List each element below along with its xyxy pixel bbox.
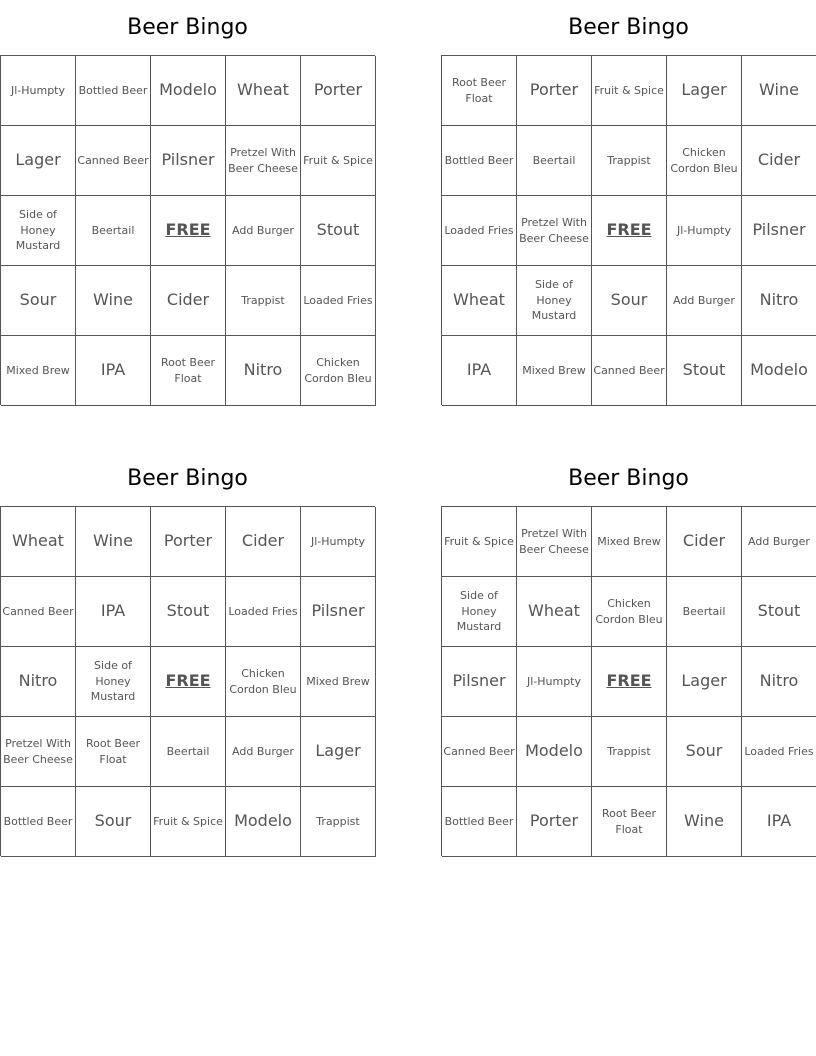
- bingo-grid: [0, 55, 375, 405]
- bingo-cell: Root Beer Float: [76, 717, 151, 787]
- bingo-cell: Fruit & Spice: [592, 56, 667, 126]
- free-space-cell: FREE: [151, 647, 226, 717]
- bingo-cell: Pretzel With Beer Cheese: [226, 126, 301, 196]
- bingo-cell: Fruit & Spice: [442, 507, 517, 577]
- bingo-cell: Mixed Brew: [517, 336, 592, 406]
- bingo-cell: Root Beer Float: [592, 787, 667, 857]
- bingo-cell: Add Burger: [226, 196, 301, 266]
- bingo-cell: Bottled Beer: [76, 56, 151, 126]
- bingo-cell: Add Burger: [226, 717, 301, 787]
- bingo-cell: Wheat: [517, 577, 592, 647]
- bingo-cell: Nitro: [226, 336, 301, 406]
- bingo-cell: Wheat: [226, 56, 301, 126]
- bingo-cell: Cider: [667, 507, 742, 577]
- bingo-cell: Stout: [301, 196, 376, 266]
- bingo-cell: Loaded Fries: [442, 196, 517, 266]
- bingo-cell: Chicken Cordon Bleu: [667, 126, 742, 196]
- bingo-cell: Fruit & Spice: [151, 787, 226, 857]
- bingo-cell: Modelo: [742, 336, 816, 406]
- bingo-cell: Canned Beer: [442, 717, 517, 787]
- bingo-cell: Side of Honey Mustard: [517, 266, 592, 336]
- bingo-cell: Trappist: [301, 787, 376, 857]
- bingo-cell: Lager: [1, 126, 76, 196]
- bingo-cell: Wine: [667, 787, 742, 857]
- bingo-cell: Chicken Cordon Bleu: [301, 336, 376, 406]
- bingo-cell: Canned Beer: [76, 126, 151, 196]
- bingo-cell: Modelo: [226, 787, 301, 857]
- bingo-cell: Nitro: [742, 266, 816, 336]
- bingo-cell: Stout: [151, 577, 226, 647]
- bingo-cell: Bottled Beer: [442, 787, 517, 857]
- bingo-cell: Beertail: [151, 717, 226, 787]
- bingo-cell: Pilsner: [742, 196, 816, 266]
- bingo-card-4: [441, 451, 816, 856]
- bingo-cell: Side of Honey Mustard: [76, 647, 151, 717]
- bingo-cell: Jl-Humpty: [517, 647, 592, 717]
- bingo-cell: Pretzel With Beer Cheese: [1, 717, 76, 787]
- bingo-cell: Sour: [667, 717, 742, 787]
- bingo-cell: Wheat: [1, 507, 76, 577]
- bingo-cell: Chicken Cordon Bleu: [592, 577, 667, 647]
- bingo-cell: Porter: [517, 787, 592, 857]
- bingo-grid: [0, 506, 375, 856]
- bingo-cell: Bottled Beer: [442, 126, 517, 196]
- bingo-cell: Chicken Cordon Bleu: [226, 647, 301, 717]
- bingo-cell: Mixed Brew: [301, 647, 376, 717]
- bingo-cell: IPA: [76, 577, 151, 647]
- bingo-cell: Lager: [301, 717, 376, 787]
- bingo-cell: IPA: [442, 336, 517, 406]
- bingo-cell: Beertail: [667, 577, 742, 647]
- bingo-cell: Canned Beer: [592, 336, 667, 406]
- bingo-cell: Pretzel With Beer Cheese: [517, 196, 592, 266]
- bingo-cell: IPA: [76, 336, 151, 406]
- bingo-cell: Porter: [301, 56, 376, 126]
- bingo-cell: Wine: [76, 507, 151, 577]
- bingo-cell: Fruit & Spice: [301, 126, 376, 196]
- bingo-cell: Sour: [76, 787, 151, 857]
- bingo-cell: Add Burger: [742, 507, 816, 577]
- bingo-grid: [441, 55, 816, 405]
- bingo-cell: Trappist: [592, 717, 667, 787]
- bingo-cell: Modelo: [151, 56, 226, 126]
- bingo-cell: Beertail: [517, 126, 592, 196]
- bingo-card-1: [0, 0, 375, 405]
- bingo-cell: Side of Honey Mustard: [442, 577, 517, 647]
- bingo-cell: Pretzel With Beer Cheese: [517, 507, 592, 577]
- bingo-cell: Loaded Fries: [742, 717, 816, 787]
- bingo-cell: Pilsner: [301, 577, 376, 647]
- bingo-cell: Mixed Brew: [1, 336, 76, 406]
- bingo-cell: IPA: [742, 787, 816, 857]
- bingo-cell: Wine: [76, 266, 151, 336]
- bingo-cell: Lager: [667, 647, 742, 717]
- bingo-cell: Loaded Fries: [226, 577, 301, 647]
- bingo-cell: Porter: [151, 507, 226, 577]
- free-space-cell: FREE: [592, 647, 667, 717]
- bingo-cell: Trappist: [226, 266, 301, 336]
- bingo-cell: Jl-Humpty: [1, 56, 76, 126]
- bingo-cell: Nitro: [742, 647, 816, 717]
- card-title: Beer Bingo: [127, 15, 248, 40]
- card-title: Beer Bingo: [568, 466, 689, 491]
- bingo-cell: Loaded Fries: [301, 266, 376, 336]
- bingo-cell: Cider: [742, 126, 816, 196]
- bingo-cell: Sour: [1, 266, 76, 336]
- bingo-cell: Cider: [151, 266, 226, 336]
- bingo-cell: Stout: [667, 336, 742, 406]
- bingo-cell: Cider: [226, 507, 301, 577]
- bingo-cell: Pilsner: [151, 126, 226, 196]
- free-space-cell: FREE: [592, 196, 667, 266]
- bingo-cell: Sour: [592, 266, 667, 336]
- bingo-cell: Pilsner: [442, 647, 517, 717]
- bingo-cell: Stout: [742, 577, 816, 647]
- bingo-cell: Jl-Humpty: [667, 196, 742, 266]
- bingo-cell: Porter: [517, 56, 592, 126]
- bingo-cell: Root Beer Float: [151, 336, 226, 406]
- bingo-cell: Bottled Beer: [1, 787, 76, 857]
- bingo-cell: Root Beer Float: [442, 56, 517, 126]
- bingo-cell: Jl-Humpty: [301, 507, 376, 577]
- bingo-cell: Side of Honey Mustard: [1, 196, 76, 266]
- bingo-cell: Add Burger: [667, 266, 742, 336]
- card-title: Beer Bingo: [127, 466, 248, 491]
- bingo-cell: Wheat: [442, 266, 517, 336]
- bingo-card-3: [0, 451, 375, 856]
- bingo-cell: Wine: [742, 56, 816, 126]
- bingo-cell: Trappist: [592, 126, 667, 196]
- bingo-cell: Mixed Brew: [592, 507, 667, 577]
- free-space-cell: FREE: [151, 196, 226, 266]
- bingo-cell: Beertail: [76, 196, 151, 266]
- bingo-card-2: [441, 0, 816, 405]
- bingo-cell: Nitro: [1, 647, 76, 717]
- bingo-cell: Canned Beer: [1, 577, 76, 647]
- bingo-cell: Lager: [667, 56, 742, 126]
- card-title: Beer Bingo: [568, 15, 689, 40]
- bingo-grid: [441, 506, 816, 856]
- bingo-cell: Modelo: [517, 717, 592, 787]
